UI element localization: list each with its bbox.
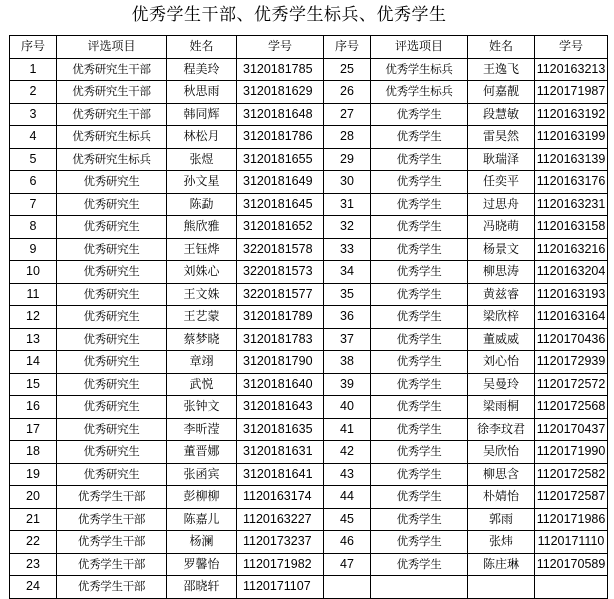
left-award-category: 优秀研究生 — [57, 396, 167, 419]
left-student-id: 1120163227 — [237, 508, 324, 531]
table-row — [10, 486, 608, 509]
left-award-category: 优秀研究生 — [57, 261, 167, 284]
left-award-category: 优秀研究生标兵 — [57, 126, 167, 149]
left-award-category: 优秀研究生 — [57, 283, 167, 306]
right-award-category: 优秀学生 — [371, 351, 468, 374]
right-student-name: 冯晓萌 — [468, 216, 535, 239]
right-award-category: 优秀学生 — [371, 126, 468, 149]
left-award-category: 优秀学生干部 — [57, 531, 167, 554]
table-row — [10, 261, 608, 284]
right-student-id: 1120172587 — [535, 486, 608, 509]
honor-roster-table — [9, 35, 608, 599]
right-student-id: 1120172582 — [535, 463, 608, 486]
left-row-number: 7 — [10, 193, 57, 216]
left-row-number: 2 — [10, 81, 57, 104]
left-student-name: 熊欣雅 — [167, 216, 237, 239]
left-row-number: 15 — [10, 373, 57, 396]
left-row-number: 20 — [10, 486, 57, 509]
right-student-id: 1120171990 — [535, 441, 608, 464]
table-row — [10, 441, 608, 464]
right-student-name: 柳思涛 — [468, 261, 535, 284]
left-award-category: 优秀研究生 — [57, 351, 167, 374]
left-student-name: 孙文星 — [167, 171, 237, 194]
right-student-name: 董威威 — [468, 328, 535, 351]
right-student-id: 1120163216 — [535, 238, 608, 261]
table-row — [10, 463, 608, 486]
header-no-right: 序号 — [324, 36, 371, 59]
left-award-category: 优秀研究生 — [57, 171, 167, 194]
left-student-id: 3120181649 — [237, 171, 324, 194]
left-award-category: 优秀研究生 — [57, 373, 167, 396]
left-student-name: 彭柳柳 — [167, 486, 237, 509]
right-student-id: 1120163158 — [535, 216, 608, 239]
right-student-id: 1120171987 — [535, 81, 608, 104]
right-student-name: 梁雨桐 — [468, 396, 535, 419]
right-student-id: 1120172572 — [535, 373, 608, 396]
left-student-id: 3120181789 — [237, 306, 324, 329]
left-student-id: 3120181640 — [237, 373, 324, 396]
left-student-name: 邵晓轩 — [167, 576, 237, 599]
right-student-id: 1120163231 — [535, 193, 608, 216]
right-student-id: 1120163139 — [535, 148, 608, 171]
left-row-number: 10 — [10, 261, 57, 284]
table-header-row — [10, 36, 608, 59]
right-row-number: 38 — [324, 351, 371, 374]
table-row — [10, 126, 608, 149]
table-row — [10, 148, 608, 171]
header-student-id-right: 学号 — [535, 36, 608, 59]
right-student-name: 陈庄琳 — [468, 553, 535, 576]
left-row-number: 4 — [10, 126, 57, 149]
right-award-category: 优秀学生 — [371, 441, 468, 464]
left-award-category: 优秀研究生 — [57, 216, 167, 239]
right-award-category: 优秀学生 — [371, 418, 468, 441]
right-student-name: 耿瑞泽 — [468, 148, 535, 171]
left-award-category: 优秀研究生 — [57, 328, 167, 351]
left-student-name: 王文姝 — [167, 283, 237, 306]
right-award-category: 优秀学生 — [371, 553, 468, 576]
right-row-number: 33 — [324, 238, 371, 261]
left-student-name: 陈嘉儿 — [167, 508, 237, 531]
left-student-id: 3120181790 — [237, 351, 324, 374]
left-student-id: 3220181577 — [237, 283, 324, 306]
right-row-number: 28 — [324, 126, 371, 149]
right-row-number: 39 — [324, 373, 371, 396]
right-row-number: 40 — [324, 396, 371, 419]
right-student-id: 1120170437 — [535, 418, 608, 441]
table-row — [10, 58, 608, 81]
left-student-name: 章翊 — [167, 351, 237, 374]
right-row-number: 45 — [324, 508, 371, 531]
right-student-name: 张炜 — [468, 531, 535, 554]
right-student-id: 1120163199 — [535, 126, 608, 149]
right-student-name: 雷昊然 — [468, 126, 535, 149]
right-award-category: 优秀学生 — [371, 531, 468, 554]
right-award-category: 优秀学生 — [371, 306, 468, 329]
left-student-id: 3120181629 — [237, 81, 324, 104]
right-row-number: 42 — [324, 441, 371, 464]
right-award-category: 优秀学生 — [371, 508, 468, 531]
table-row — [10, 283, 608, 306]
right-student-id: 1120171110 — [535, 531, 608, 554]
right-row-number: 46 — [324, 531, 371, 554]
left-row-number: 19 — [10, 463, 57, 486]
left-award-category: 优秀学生干部 — [57, 486, 167, 509]
left-row-number: 5 — [10, 148, 57, 171]
right-student-name: 段慧敏 — [468, 103, 535, 126]
left-row-number: 12 — [10, 306, 57, 329]
left-student-name: 陈勐 — [167, 193, 237, 216]
right-row-number: 32 — [324, 216, 371, 239]
right-student-name: 黄兹睿 — [468, 283, 535, 306]
table-row — [10, 396, 608, 419]
left-award-category: 优秀研究生 — [57, 193, 167, 216]
table-row — [10, 306, 608, 329]
left-award-category: 优秀研究生 — [57, 306, 167, 329]
right-award-category: 优秀学生 — [371, 486, 468, 509]
right-student-id: 1120163213 — [535, 58, 608, 81]
right-row-number: 36 — [324, 306, 371, 329]
right-row-number: 37 — [324, 328, 371, 351]
left-student-name: 张煜 — [167, 148, 237, 171]
left-award-category: 优秀研究生干部 — [57, 81, 167, 104]
left-student-id: 3220181573 — [237, 261, 324, 284]
right-award-category: 优秀学生 — [371, 373, 468, 396]
right-student-name: 吴曼玲 — [468, 373, 535, 396]
right-student-id: 1120163204 — [535, 261, 608, 284]
left-student-name: 蔡梦晓 — [167, 328, 237, 351]
right-award-category: 优秀学生 — [371, 328, 468, 351]
left-row-number: 23 — [10, 553, 57, 576]
left-row-number: 8 — [10, 216, 57, 239]
right-row-number: 41 — [324, 418, 371, 441]
left-student-id: 3220181578 — [237, 238, 324, 261]
left-student-id: 3120181645 — [237, 193, 324, 216]
right-row-number: 25 — [324, 58, 371, 81]
left-student-id: 3120181631 — [237, 441, 324, 464]
table-row — [10, 328, 608, 351]
left-row-number: 21 — [10, 508, 57, 531]
table-row — [10, 171, 608, 194]
left-row-number: 11 — [10, 283, 57, 306]
left-row-number: 14 — [10, 351, 57, 374]
right-student-id: 1120163193 — [535, 283, 608, 306]
right-student-name: 柳思含 — [468, 463, 535, 486]
right-row-number: 34 — [324, 261, 371, 284]
left-student-name: 罗馨怡 — [167, 553, 237, 576]
right-award-category: 优秀学生 — [371, 283, 468, 306]
right-award-category: 优秀学生 — [371, 148, 468, 171]
table-row — [10, 238, 608, 261]
right-student-id: 1120171986 — [535, 508, 608, 531]
left-row-number: 18 — [10, 441, 57, 464]
header-category-right: 评选项目 — [371, 36, 468, 59]
left-student-name: 张钟文 — [167, 396, 237, 419]
document-title: 优秀学生干部、优秀学生标兵、优秀学生 — [131, 5, 447, 25]
left-student-id: 3120181648 — [237, 103, 324, 126]
left-row-number: 22 — [10, 531, 57, 554]
table-row — [10, 508, 608, 531]
left-award-category: 优秀研究生 — [57, 463, 167, 486]
right-award-category: 优秀学生 — [371, 238, 468, 261]
left-award-category: 优秀学生干部 — [57, 576, 167, 599]
left-row-number: 13 — [10, 328, 57, 351]
right-student-name: 朴婧怡 — [468, 486, 535, 509]
left-student-id: 1120171107 — [237, 576, 324, 599]
left-award-category: 优秀研究生干部 — [57, 58, 167, 81]
right-student-id: 1120172939 — [535, 351, 608, 374]
left-award-category: 优秀研究生标兵 — [57, 148, 167, 171]
right-student-name: 何嘉靓 — [468, 81, 535, 104]
right-row-number: 43 — [324, 463, 371, 486]
left-student-id: 1120163174 — [237, 486, 324, 509]
left-student-id: 3120181785 — [237, 58, 324, 81]
right-student-name: 郭雨 — [468, 508, 535, 531]
table-row — [10, 418, 608, 441]
header-no-left: 序号 — [10, 36, 57, 59]
right-student-name: 杨景文 — [468, 238, 535, 261]
table-row — [10, 531, 608, 554]
table-row — [10, 553, 608, 576]
left-student-id: 3120181786 — [237, 126, 324, 149]
right-award-category: 优秀学生 — [371, 193, 468, 216]
right-award-category: 优秀学生 — [371, 171, 468, 194]
left-student-name: 韩同辉 — [167, 103, 237, 126]
left-student-name: 杨澜 — [167, 531, 237, 554]
left-row-number: 6 — [10, 171, 57, 194]
left-student-id: 3120181652 — [237, 216, 324, 239]
right-row-number: 35 — [324, 283, 371, 306]
header-name-left: 姓名 — [167, 36, 237, 59]
right-student-name: 梁欣梓 — [468, 306, 535, 329]
left-row-number: 1 — [10, 58, 57, 81]
right-student-name: 徐李玟君 — [468, 418, 535, 441]
table-row — [10, 373, 608, 396]
right-student-id: 1120170436 — [535, 328, 608, 351]
right-award-category: 优秀学生标兵 — [371, 58, 468, 81]
right-row-number: 47 — [324, 553, 371, 576]
right-student-id: 1120170589 — [535, 553, 608, 576]
right-award-category: 优秀学生 — [371, 261, 468, 284]
left-award-category: 优秀研究生 — [57, 418, 167, 441]
table-row — [10, 81, 608, 104]
roster-body — [10, 58, 608, 598]
left-student-id: 3120181635 — [237, 418, 324, 441]
right-row-number: 31 — [324, 193, 371, 216]
right-student-name: 王逸飞 — [468, 58, 535, 81]
left-row-number: 9 — [10, 238, 57, 261]
left-student-name: 李昕滢 — [167, 418, 237, 441]
left-student-name: 秋思雨 — [167, 81, 237, 104]
right-student-id: 1120172568 — [535, 396, 608, 419]
left-award-category: 优秀研究生干部 — [57, 103, 167, 126]
right-row-number: 30 — [324, 171, 371, 194]
right-student-name: 过思舟 — [468, 193, 535, 216]
table-row — [10, 216, 608, 239]
left-row-number: 3 — [10, 103, 57, 126]
left-student-name: 武悦 — [167, 373, 237, 396]
left-row-number: 16 — [10, 396, 57, 419]
right-award-category: 优秀学生标兵 — [371, 81, 468, 104]
right-award-category: 优秀学生 — [371, 396, 468, 419]
left-row-number: 24 — [10, 576, 57, 599]
right-row-number: 27 — [324, 103, 371, 126]
right-award-category: 优秀学生 — [371, 216, 468, 239]
left-student-id: 3120181655 — [237, 148, 324, 171]
right-student-id: 1120163164 — [535, 306, 608, 329]
right-student-name: 任奕平 — [468, 171, 535, 194]
right-row-number: 44 — [324, 486, 371, 509]
left-award-category: 优秀学生干部 — [57, 553, 167, 576]
right-student-name: 吴欣怡 — [468, 441, 535, 464]
header-student-id-left: 学号 — [237, 36, 324, 59]
left-award-category: 优秀研究生 — [57, 238, 167, 261]
left-student-name: 张函宾 — [167, 463, 237, 486]
left-row-number: 17 — [10, 418, 57, 441]
left-student-name: 刘姝心 — [167, 261, 237, 284]
right-award-category: 优秀学生 — [371, 103, 468, 126]
right-row-number: 26 — [324, 81, 371, 104]
left-student-name: 林松月 — [167, 126, 237, 149]
table-row — [10, 103, 608, 126]
left-student-name: 王艺蒙 — [167, 306, 237, 329]
left-student-id: 3120181643 — [237, 396, 324, 419]
left-award-category: 优秀研究生 — [57, 441, 167, 464]
left-student-id: 3120181783 — [237, 328, 324, 351]
left-student-id: 1120173237 — [237, 531, 324, 554]
left-student-id: 1120171982 — [237, 553, 324, 576]
left-award-category: 优秀学生干部 — [57, 508, 167, 531]
table-row — [10, 193, 608, 216]
left-student-name: 董晋娜 — [167, 441, 237, 464]
left-student-id: 3120181641 — [237, 463, 324, 486]
header-category-left: 评选项目 — [57, 36, 167, 59]
left-student-name: 程美玲 — [167, 58, 237, 81]
right-award-category: 优秀学生 — [371, 463, 468, 486]
right-student-id: 1120163176 — [535, 171, 608, 194]
left-student-name: 王钰烨 — [167, 238, 237, 261]
right-student-name: 刘心怡 — [468, 351, 535, 374]
header-name-right: 姓名 — [468, 36, 535, 59]
right-student-id: 1120163192 — [535, 103, 608, 126]
table-row — [10, 351, 608, 374]
right-row-number: 29 — [324, 148, 371, 171]
